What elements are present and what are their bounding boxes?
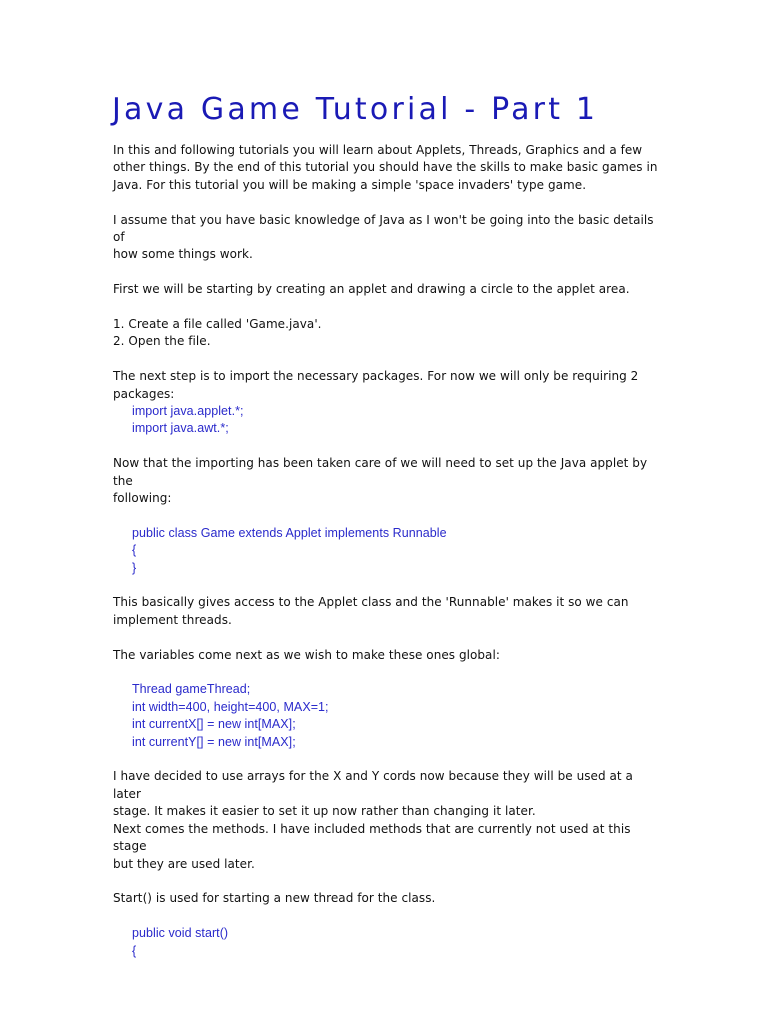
spacer (113, 299, 658, 316)
paragraph-basic-line-2: implement threads. (113, 612, 232, 627)
paragraph-setup-line-1: Now that the importing has been taken care of we will need to set up the Java applet by the (113, 456, 648, 488)
page-title: Java Game Tutorial - Part 1 (112, 92, 599, 127)
code-currenty-array: int currentY[] = new int[MAX]; (132, 734, 296, 749)
spacer (113, 351, 658, 368)
code-currentx-array: int currentX[] = new int[MAX]; (132, 717, 296, 732)
paragraph-variables: The variables come next as we wish to make these ones global: (113, 647, 500, 662)
paragraph-intro-line-1: In this and following tutorials you will learn about Applets, Threads, Graphics and a few (113, 143, 643, 157)
paragraph-intro-line-2: other things. By the end of this tutorial you should have the skills to make basic games in (113, 160, 658, 175)
step-2: 2. Open the file. (113, 334, 211, 349)
paragraph-basic-line-1: This basically gives access to the Applet class and the 'Runnable' makes it so we can (113, 595, 629, 610)
code-dimension-variables: int width=400, height=400, MAX=1; (132, 699, 329, 714)
paragraph-assume-line-2: how some things work. (113, 247, 253, 262)
paragraph-import-line-2: packages: (113, 386, 175, 401)
paragraph-first-step: First we will be starting by creating an applet and drawing a circle to the applet area. (113, 282, 630, 297)
paragraph-arrays-line-2: stage. It makes it easier to set it up now rather than changing it later. (113, 804, 536, 819)
spacer (113, 908, 658, 925)
code-start-open-brace: { (132, 943, 137, 958)
paragraph-setup-line-2: following: (113, 491, 172, 506)
spacer (113, 629, 658, 646)
code-close-brace: } (132, 560, 137, 575)
paragraph-intro-line-3: Java. For this tutorial you will be making a simple 'space invaders' type game. (113, 177, 587, 192)
paragraph-import-line-1: The next step is to import the necessary packages. For now we will only be requiring 2 (113, 369, 639, 384)
step-1: 1. Create a file called 'Game.java'. (113, 317, 322, 332)
code-open-brace: { (132, 543, 137, 558)
code-start-method: public void start() (132, 926, 229, 941)
spacer (113, 873, 658, 890)
code-thread-variable: Thread gameThread; (132, 682, 251, 697)
spacer (113, 751, 658, 768)
code-class-declaration: public class Game extends Applet implements Runnable (132, 525, 447, 540)
paragraph-assume-line-1: I assume that you have basic knowledge of Java as I won't be going into the basic details of (113, 212, 654, 245)
spacer (113, 577, 658, 594)
document-body (113, 142, 658, 960)
code-import-applet: import java.applet.*; (132, 404, 244, 419)
spacer (113, 507, 658, 524)
spacer (113, 438, 658, 455)
paragraph-start-method: Start() is used for starting a new thread for the class. (113, 891, 436, 906)
paragraph-methods-line-1: Next comes the methods. I have included methods that are currently not used at this stage (113, 821, 631, 854)
spacer (113, 264, 658, 281)
spacer (113, 664, 658, 681)
spacer (113, 194, 658, 211)
code-import-awt: import java.awt.*; (132, 421, 229, 436)
paragraph-arrays-line-1: I have decided to use arrays for the X and Y cords now because they will be used at a later (113, 769, 633, 801)
paragraph-methods-line-2: but they are used later. (113, 856, 255, 871)
